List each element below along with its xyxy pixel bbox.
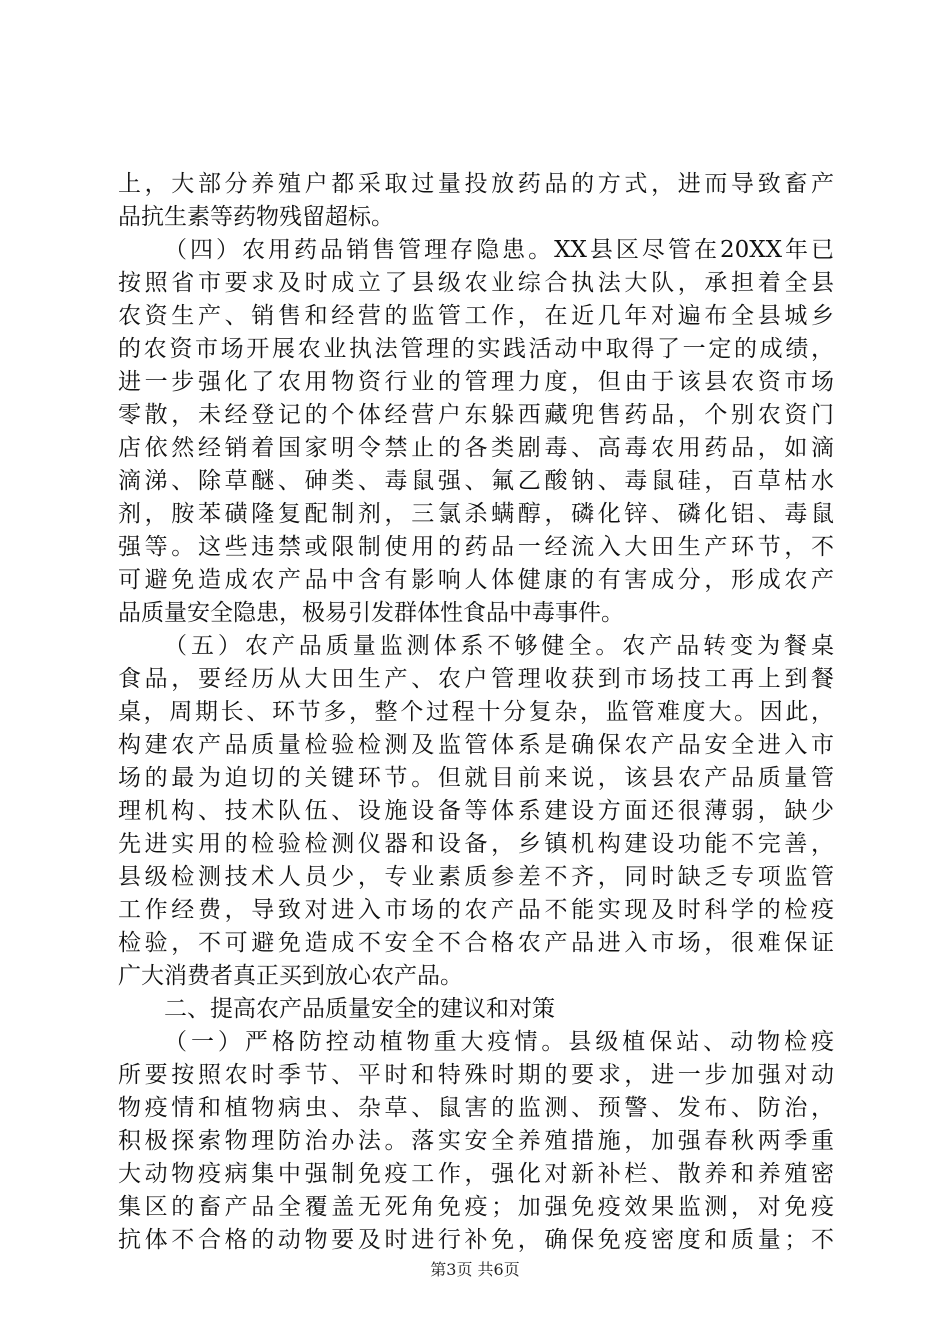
page-footer: 第3页 共6页 [430, 1260, 520, 1279]
text-line: 强等。这些违禁或限制使用的药品一经流入大田生产环节，不 [118, 534, 834, 560]
text-line: 抗体不合格的动物要及时进行补免，确保免疫密度和质量；不 [118, 1227, 834, 1253]
text-line: 广大消费者真正买到放心农产品。 [118, 963, 463, 989]
text-line: （一）严格防控动植物重大疫情。县级植保站、动物检疫 [164, 1029, 834, 1055]
text-line: 场的最为迫切的关键环节。但就目前来说，该县农产品质量管 [118, 765, 834, 791]
text-line: （四）农用药品销售管理存隐患。XX县区尽管在20XX年已 [164, 237, 834, 263]
text-line: 品抗生素等药物残留超标。 [118, 204, 394, 230]
text-line: 先进实用的检验检测仪器和设备，乡镇机构建设功能不完善， [118, 831, 834, 857]
text-line: 积极探索物理防治办法。落实安全养殖措施，加强春秋两季重 [118, 1128, 834, 1154]
text-line: 所要按照农时季节、平时和特殊时期的要求，进一步加强对动 [118, 1062, 834, 1088]
text-line: 剂，胺苯磺隆复配制剂，三氯杀螨醇，磷化锌、磷化铝、毒鼠 [118, 501, 834, 527]
body-text [118, 168, 834, 1257]
text-line: 集区的畜产品全覆盖无死角免疫；加强免疫效果监测，对免疫 [118, 1194, 834, 1220]
text-line: 工作经费，导致对进入市场的农产品不能实现及时科学的检疫 [118, 897, 834, 923]
text-line: 县级检测技术人员少，专业素质参差不齐，同时缺乏专项监管 [118, 864, 834, 890]
text-line: 零散，未经登记的个体经营户东躲西藏兜售药品，个别农资门 [118, 402, 834, 428]
text-line: 检验，不可避免造成不安全不合格农产品进入市场，很难保证 [118, 930, 834, 956]
text-line: （五）农产品质量监测体系不够健全。农产品转变为餐桌 [164, 633, 834, 659]
text-line: 食品，要经历从大田生产、农户管理收获到市场技工再上到餐 [118, 666, 834, 692]
text-line: 可避免造成农产品中含有影响人体健康的有害成分，形成农产 [118, 567, 834, 593]
text-line: 的农资市场开展农业执法管理的实践活动中取得了一定的成绩， [118, 336, 834, 362]
text-line: 店依然经销着国家明令禁止的各类剧毒、高毒农用药品，如滴 [118, 435, 834, 461]
text-line: 物疫情和植物病虫、杂草、鼠害的监测、预警、发布、防治， [118, 1095, 834, 1121]
text-line: 二、提高农产品质量安全的建议和对策 [164, 996, 555, 1022]
text-line: 大动物疫病集中强制免疫工作，强化对新补栏、散养和养殖密 [118, 1161, 834, 1187]
text-line: 品质量安全隐患，极易引发群体性食品中毒事件。 [118, 600, 624, 626]
text-line: 滴涕、除草醚、砷类、毒鼠强、氟乙酸钠、毒鼠硅，百草枯水 [118, 468, 834, 494]
text-line: 进一步强化了农用物资行业的管理力度，但由于该县农资市场 [118, 369, 834, 395]
text-line: 构建农产品质量检验检测及监管体系是确保农产品安全进入市 [118, 732, 834, 758]
text-line: 理机构、技术队伍、设施设备等体系建设方面还很薄弱，缺少 [118, 798, 834, 824]
text-line: 农资生产、销售和经营的监管工作，在近几年对遍布全县城乡 [118, 303, 834, 329]
text-line: 桌，周期长、环节多，整个过程十分复杂，监管难度大。因此， [118, 699, 834, 725]
text-line: 上，大部分养殖户都采取过量投放药品的方式，进而导致畜产 [118, 171, 834, 197]
text-line: 按照省市要求及时成立了县级农业综合执法大队，承担着全县 [118, 270, 834, 296]
